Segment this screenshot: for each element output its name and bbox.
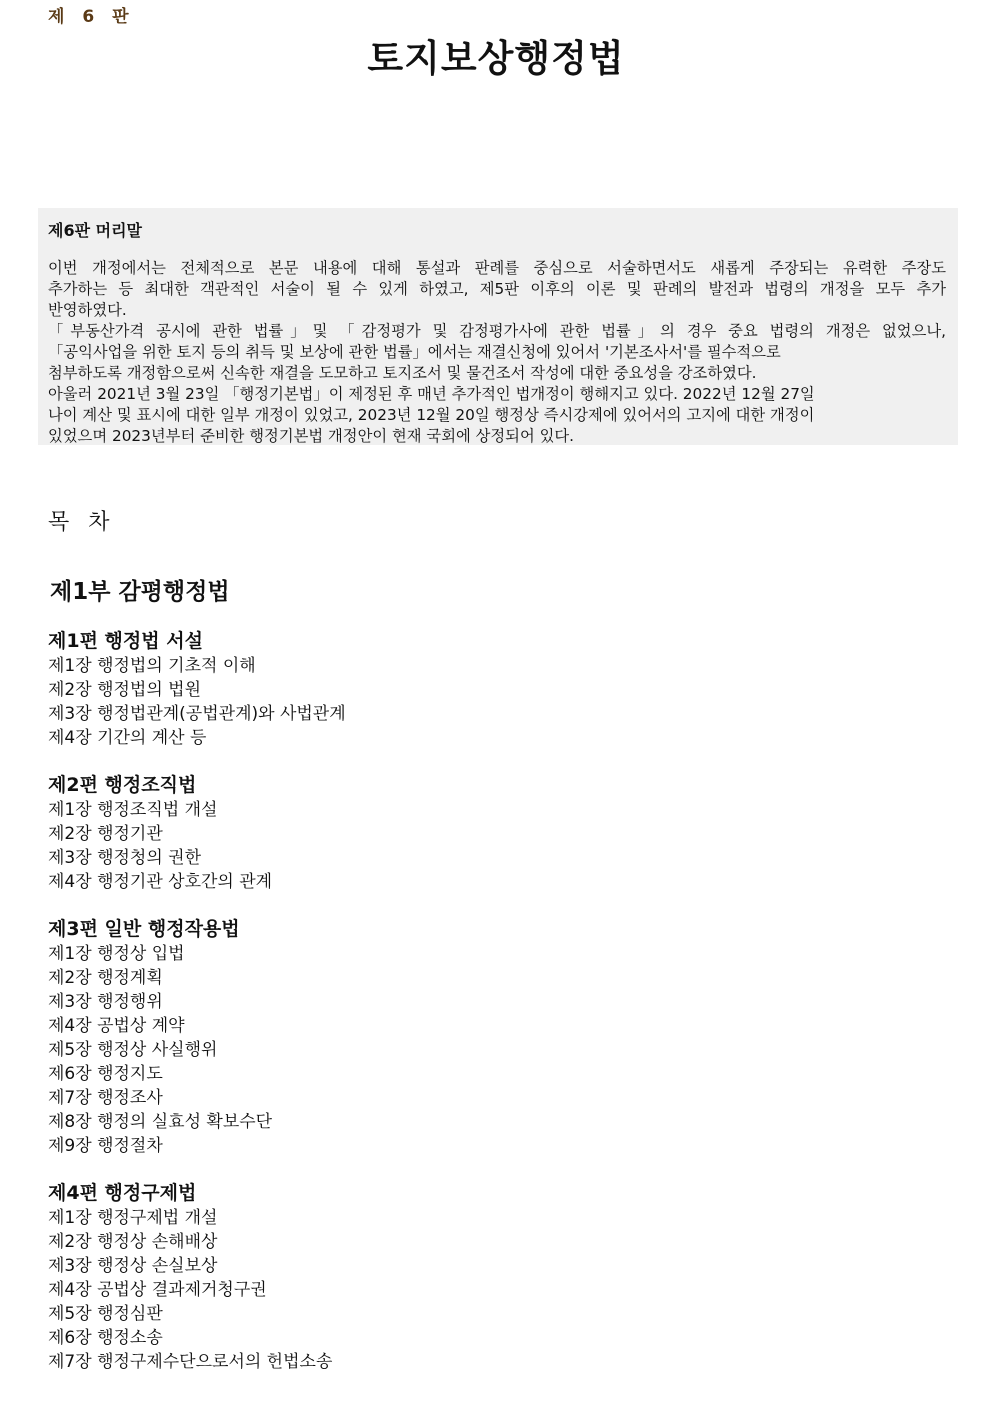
- toc-section: [48, 1180, 948, 1374]
- table-of-contents: [48, 628, 948, 1396]
- chapter-item: 제7장 행정구제수단으로서의 헌법소송: [48, 1352, 333, 1372]
- toc-section: [48, 628, 948, 750]
- chapter-item: 제3장 행정청의 권한: [48, 848, 201, 868]
- section-title: 제2편 행정조직법: [48, 774, 197, 796]
- section-title: 제4편 행정구제법: [48, 1182, 197, 1204]
- preface-line: 나이 계산 및 표시에 대한 일부 개정이 있었고, 2023년 12월 20일 행정상 즉시강제에 있어서의 고지에 대한 개정이: [48, 406, 815, 424]
- part-title: 제1부 감평행정법: [50, 579, 230, 605]
- chapter-item: 제2장 행정법의 법원: [48, 680, 201, 700]
- preface-box: [38, 208, 958, 445]
- chapter-item: 제6장 행정지도: [48, 1064, 163, 1084]
- chapter-item: 제4장 기간의 계산 등: [48, 728, 207, 748]
- chapter-item: 제7장 행정조사: [48, 1088, 163, 1108]
- preface-title: 제6판 머리말: [48, 221, 142, 240]
- chapter-item: 제5장 행정상 사실행위: [48, 1040, 218, 1060]
- preface-line: 추가하는 등 최대한 객관적인 서술이 될 수 있게 하였고, 제5판 이후의 이론 및 판례의 발전과 법령의 개정을 모두 추가: [48, 280, 946, 298]
- chapter-item: 제5장 행정심판: [48, 1304, 163, 1324]
- chapter-item: 제3장 행정법관계(공법관계)와 사법관계: [48, 704, 346, 724]
- chapter-item: 제2장 행정계획: [48, 968, 163, 988]
- toc-section: [48, 772, 948, 894]
- edition-label: 제 6 판: [48, 7, 135, 27]
- chapter-item: 제1장 행정조직법 개설: [48, 800, 218, 820]
- toc-heading: 목 차: [48, 510, 116, 535]
- preface-line: 있었으며 2023년부터 준비한 행정기본법 개정안이 현재 국회에 상정되어 있다.: [48, 427, 574, 445]
- preface-line: 반영하였다.: [48, 301, 127, 319]
- chapter-item: 제8장 행정의 실효성 확보수단: [48, 1112, 273, 1132]
- preface-line: 이번 개정에서는 전체적으로 본문 내용에 대해 통설과 판례를 중심으로 서술하면서도 새롭게 주장되는 유력한 주장도: [48, 259, 947, 277]
- chapter-item: 제1장 행정상 입법: [48, 944, 185, 964]
- chapter-item: 제1장 행정법의 기초적 이해: [48, 656, 256, 676]
- section-title: 제1편 행정법 서설: [48, 630, 203, 652]
- document-title: 토지보상행정법: [367, 37, 625, 80]
- chapter-item: 제4장 행정기관 상호간의 관계: [48, 872, 273, 892]
- toc-section: [48, 916, 948, 1158]
- preface-line: 「공익사업을 위한 토지 등의 취득 및 보상에 관한 법률」에서는 재결신청에 있어서 '기본조사서'를 필수적으로: [48, 343, 781, 361]
- section-title: 제3편 일반 행정작용법: [48, 918, 240, 940]
- chapter-item: 제6장 행정소송: [48, 1328, 163, 1348]
- chapter-item: 제1장 행정구제법 개설: [48, 1208, 218, 1228]
- chapter-item: 제2장 행정기관: [48, 824, 163, 844]
- chapter-item: 제9장 행정절차: [48, 1136, 163, 1156]
- preface-line: 「부동산가격 공시에 관한 법률」및 「감정평가 및 감정평가사에 관한 법률」의 경우 중요 법령의 개정은 없었으나,: [48, 322, 946, 340]
- chapter-item: 제2장 행정상 손해배상: [48, 1232, 218, 1252]
- preface-line: 첨부하도록 개정함으로써 신속한 재결을 도모하고 토지조서 및 물건조서 작성에 대한 중요성을 강조하였다.: [48, 364, 757, 382]
- chapter-item: 제3장 행정행위: [48, 992, 163, 1012]
- chapter-item: 제4장 공법상 계약: [48, 1016, 185, 1036]
- preface-body: [48, 258, 946, 447]
- preface-line: 아울러 2021년 3월 23일 「행정기본법」이 제정된 후 매년 추가적인 법개정이 행해지고 있다. 2022년 12월 27일: [48, 385, 815, 403]
- chapter-item: 제4장 공법상 결과제거청구권: [48, 1280, 267, 1300]
- chapter-item: 제3장 행정상 손실보상: [48, 1256, 218, 1276]
